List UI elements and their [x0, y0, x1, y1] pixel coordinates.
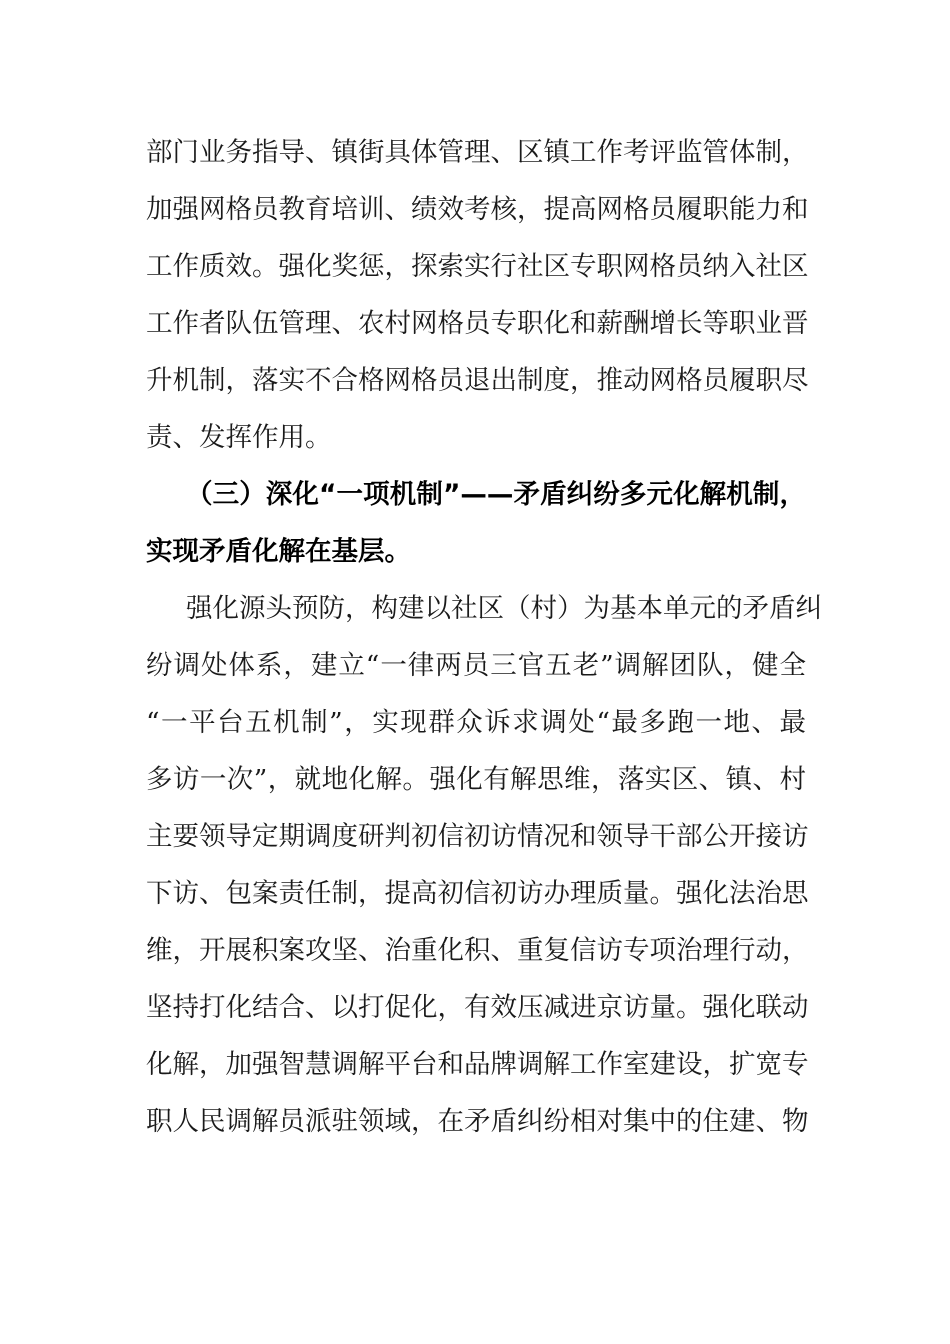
body-text-line: 加强网格员教育培训、绩效考核，提高网格员履职能力和: [146, 194, 809, 225]
body-text-line: 主要领导定期调度研判初信初访情况和领导干部公开接访: [146, 821, 809, 852]
body-text-line: 强化源头预防，构建以社区（村）为基本单元的矛盾纠: [186, 593, 822, 624]
body-text-line: 部门业务指导、镇街具体管理、区镇工作考评监管体制，: [146, 137, 809, 168]
section-heading: （三）深化“一项机制”——矛盾纠纷多元化解机制，: [186, 479, 806, 510]
body-text-line: 职人民调解员派驻领域，在矛盾纠纷相对集中的住建、物: [146, 1106, 809, 1137]
section-heading: 实现矛盾化解在基层。: [146, 536, 411, 567]
body-text-line: “一平台五机制”，实现群众诉求调处“最多跑一地、最: [146, 707, 806, 738]
body-text-line: 工作质效。强化奖惩，探索实行社区专职网格员纳入社区: [146, 251, 809, 282]
body-text-line: 责、发挥作用。: [146, 422, 332, 453]
body-text-line: 下访、包案责任制，提高初信初访办理质量。强化法治思: [146, 878, 809, 909]
body-text-line: 坚持打化结合、以打促化，有效压减进京访量。强化联动: [146, 992, 809, 1023]
body-text-line: 多访一次”，就地化解。强化有解思维，落实区、镇、村: [146, 764, 806, 795]
body-text-line: 纷调处体系，建立“一律两员三官五老”调解团队，健全: [146, 650, 806, 681]
body-text-line: 维，开展积案攻坚、治重化积、重复信访专项治理行动，: [146, 935, 809, 966]
body-text-line: 工作者队伍管理、农村网格员专职化和薪酬增长等职业晋: [146, 308, 809, 339]
body-text-line: 化解，加强智慧调解平台和品牌调解工作室建设，扩宽专: [146, 1049, 809, 1080]
body-text-line: 升机制，落实不合格网格员退出制度，推动网格员履职尽: [146, 365, 809, 396]
